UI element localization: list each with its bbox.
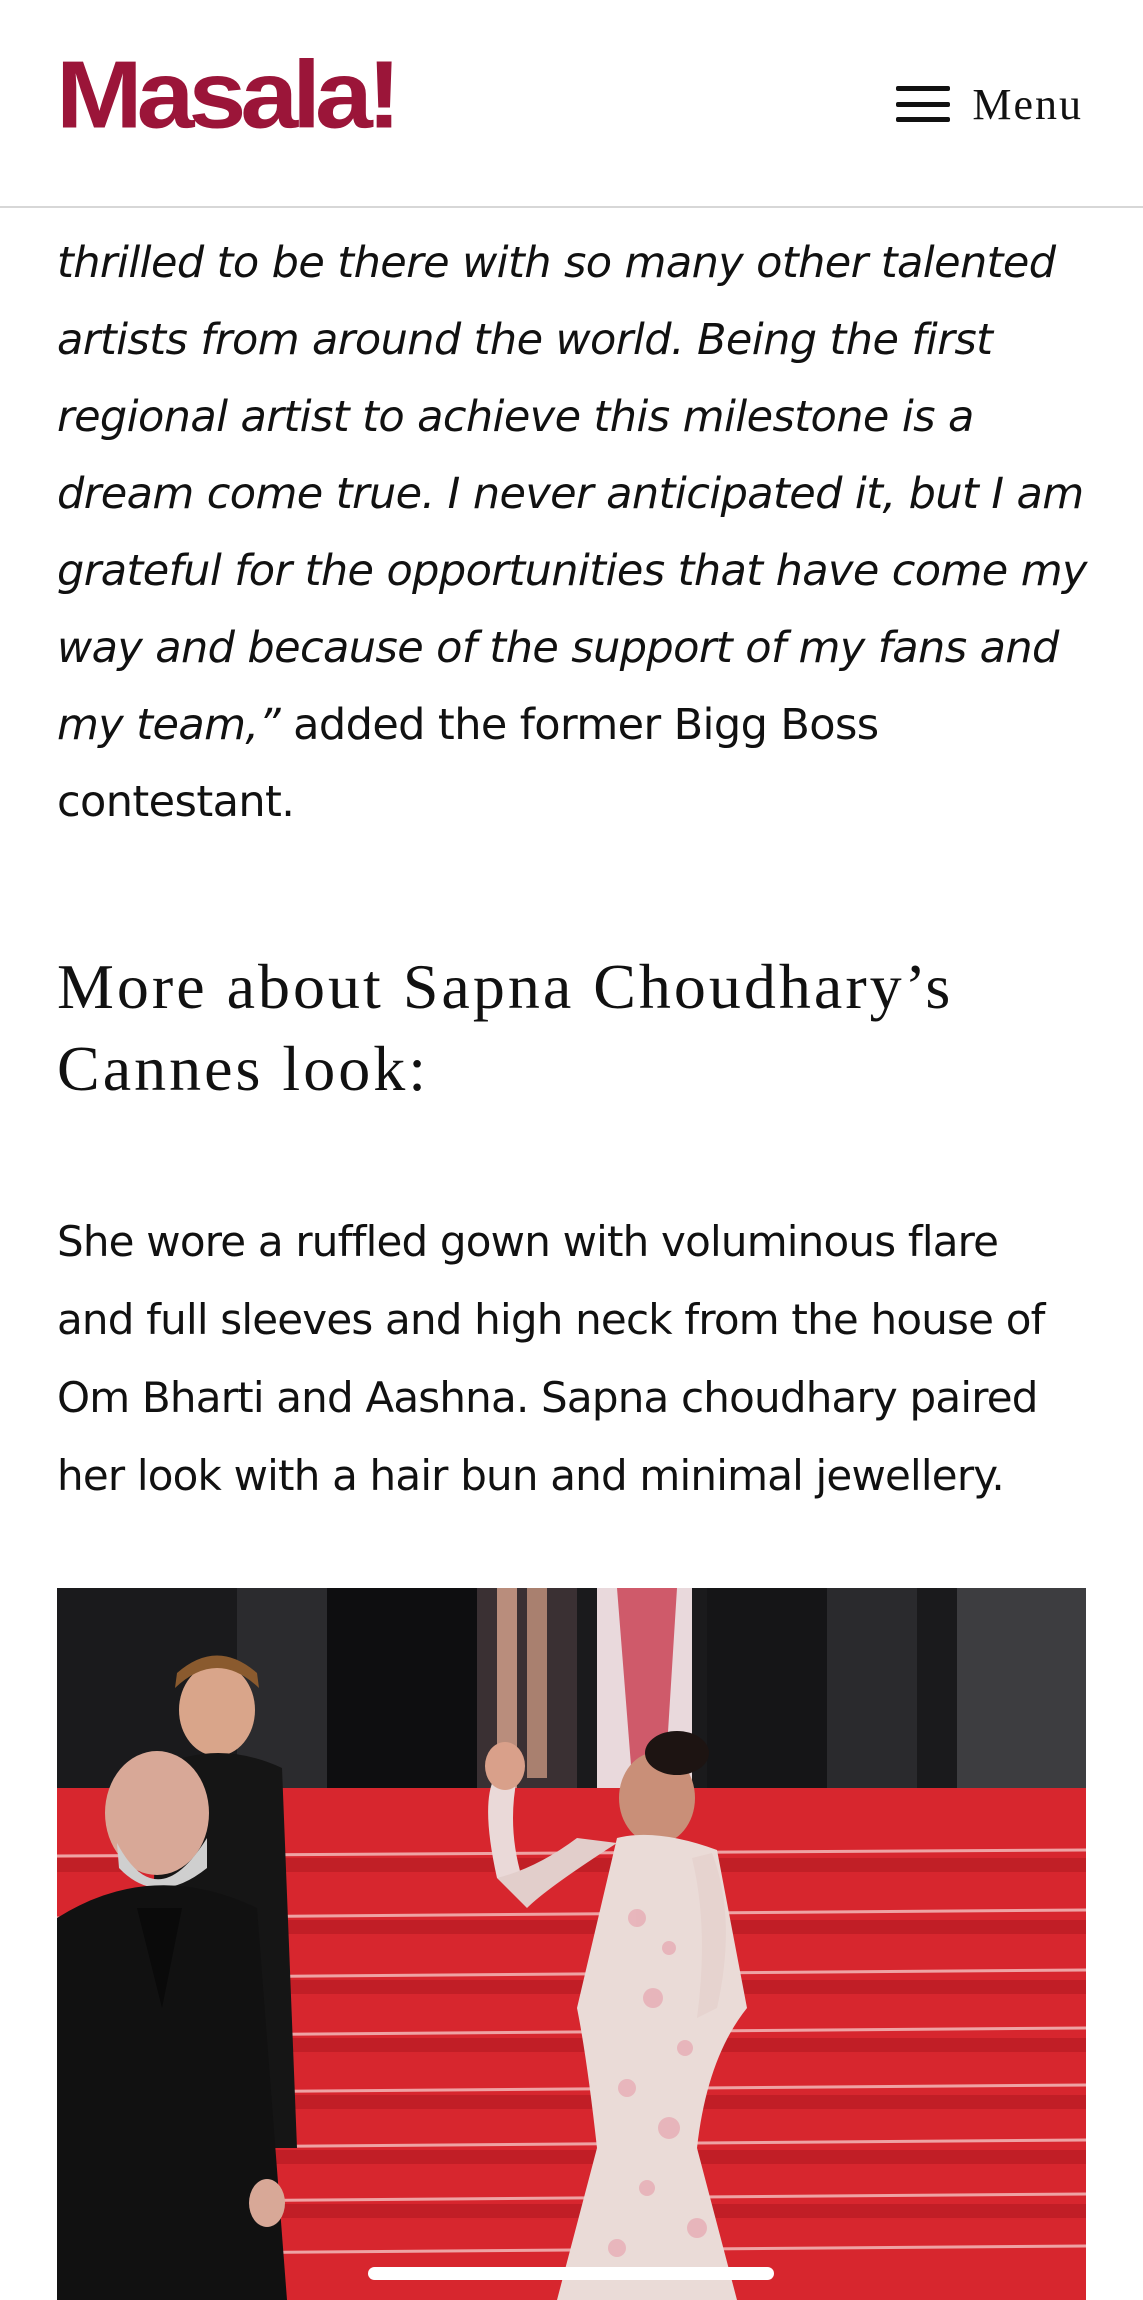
article-body	[57, 225, 1087, 1515]
quote-paragraph	[57, 225, 1087, 841]
menu-button[interactable]	[896, 74, 1083, 134]
site-header	[0, 0, 1143, 208]
article-paragraph: She wore a ruffled gown with voluminous flare and full sleeves and high neck from the house of Om Bharti and Aashna. Sapna choudhary paired her look with a hair bun and minimal jewellery.	[57, 1217, 1045, 1500]
quote-text: thrilled to be there with so many other talented artists from around the world. Being the first regional artist to achieve this milestone is a dream come true. I never anticipated it, but I am grateful for the opportunities that have come my way and because of the support of my fans and my team,”	[57, 238, 1087, 750]
article-photo	[57, 1588, 1086, 2300]
quote-attribution: added the former Bigg Boss contestant.	[57, 700, 879, 827]
menu-label: Menu	[972, 79, 1083, 129]
masala-logo[interactable]: Masala!	[56, 42, 396, 149]
hamburger-icon	[896, 86, 950, 122]
section-heading: More about Sapna Choudhary’s Cannes look:	[57, 951, 954, 1104]
home-indicator[interactable]	[368, 2267, 774, 2280]
